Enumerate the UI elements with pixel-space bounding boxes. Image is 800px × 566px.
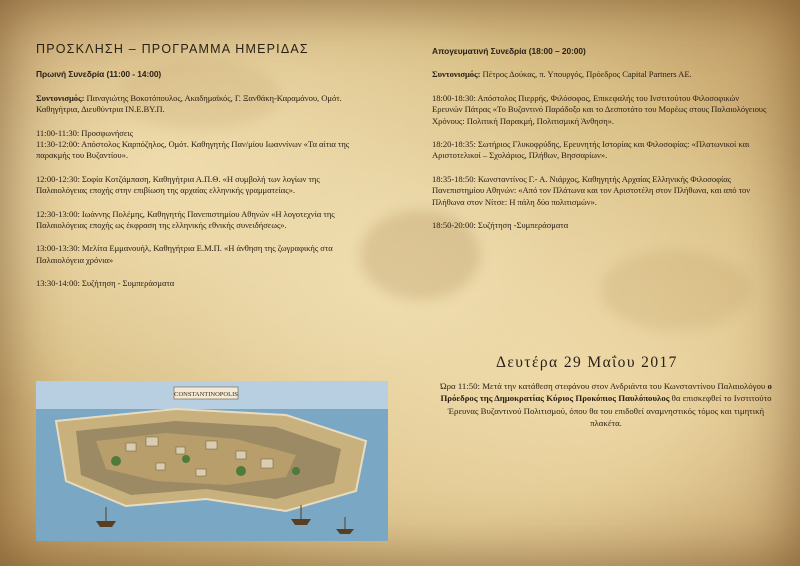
- coordination-text: Πέτρος Δούκας, π. Υπουργός, Πρόεδρος Capital Partners AE.: [482, 69, 692, 80]
- program-item: 12:30-13:00: Ιωάννης Πολέμης, Καθηγητής Πανεπιστημίου Αθηνών «Η λογοτεχνία της Παλαιολόγειας εποχής ως έκφραση της ελληνικής εθνικής συνειδήσεως».: [36, 208, 335, 231]
- program-item: 12:00-12:30: Σοφία Κοτζάμπαση, Καθηγήτρια Α.Π.Θ. «Η συμβολή των λογίων της Παλαιολόγειας εποχής στην επιβίωση της αρχαίας ελληνικής γραμματείας».: [36, 173, 320, 196]
- note-text: Ώρα 11:50: Μετά την κατάθεση στεφάνου στον Ανδριάντα του Κωνσταντίνου Παλαιολόγου: [440, 381, 768, 391]
- constantinople-map-illustration: [36, 381, 388, 541]
- program-item: 18:20-18:35: Σωτήριος Γλυκοφρύδης, Ερευνητής Ιστορίας και Φιλοσοφίας: «Πλατωνικοί και Αριστοτελικοί – Σχολάριος, Πλήθων, Βησσαρίων».: [432, 139, 750, 161]
- program-item: 18:35-18:50: Κωνσταντίνος Γ.- Α. Νιάρχος, Καθηγητής Αρχαίας Ελληνικής Φιλοσοφίας Πανεπιστημίου Αθηνών: «Από τον Πλάτωνα και τον Αριστοτέλη στον Πλήθωνα, και από τον Πλήθωνα στον Νίτσε: Η πάλη δύο πολιτισμών».: [432, 173, 751, 207]
- morning-coordination: [36, 93, 366, 116]
- morning-column: [36, 44, 366, 302]
- program-item: 13:30-14:00: Συζήτηση - Συμπεράσματα: [36, 278, 175, 289]
- paper-stain: [600, 250, 750, 330]
- page-title: ΠΡΟΣΚΛΗΣΗ – ΠΡΟΓΡΑΜΜΑ ΗΜΕΡΙΔΑΣ: [36, 42, 309, 56]
- program-item: 18:00-18:30: Απόστολος Πιερρής, Φιλόσοφος, Επικεφαλής του Ινστιτούτου Φιλοσοφικών Ερευνών Πάτρας «Το Βυζαντινό Παράδοξο και το Δεσποτάτο του Μορέως στους Παλαιολόγειους Χρόνους: Πολιτική Παρακμή, Πολιτισμική Άνθηση».: [432, 92, 767, 126]
- program-item: 18:50-20:00: Συζήτηση -Συμπεράσματα: [432, 220, 569, 231]
- afternoon-coordination: [432, 69, 767, 80]
- coordination-label: Συντονισμός:: [36, 92, 85, 103]
- program-item: [36, 128, 366, 162]
- map-label: CONSTANTINOPOLIS: [174, 391, 238, 398]
- program-item: 13:00-13:30: Μελίτα Εμμανουήλ, Καθηγήτρια Ε.Μ.Π. «Η άνθηση της ζωγραφικής στα Παλαιολόγεια χρόνια»: [36, 243, 333, 265]
- afternoon-column: [432, 46, 767, 243]
- coordination-text: Παναγιώτης Βοκοτόπουλος, Ακαδημαϊκός, Γ. Ξανθάκη-Καραμάνου, Ομότ. Καθηγήτρια, Διευθύντρια ΙΝ.Ε.ΒΥ.Π.: [36, 92, 342, 115]
- program-line: 11:00-11:30: Προσφωνήσεις: [36, 127, 134, 138]
- note-highlight: ο Πρόεδρος της Δημοκρατίας Κύριος Προκόπιος Παυλόπουλος: [440, 381, 772, 404]
- morning-session-title: Πρωινή Συνεδρία (11:00 - 14:00): [36, 69, 162, 80]
- note-text: θα επισκεφθεί το Ινστιτούτο Έρευνας Βυζαντινού Πολιτισμού, όπου θα του επιδοθεί αναμνηστικός τόμος και τιμητική πλακέτα.: [447, 393, 772, 429]
- coordination-label: Συντονισμός:: [432, 69, 481, 80]
- program-line: 11:30-12:00: Απόστολος Καρπόζηλος, Ομότ. Καθηγητής Παν/μίου Ιωαννίνων «Τα αίτια της παρακμής του Βυζαντίου».: [36, 139, 350, 161]
- event-date: Δευτέρα 29 Μαΐου 2017: [496, 354, 678, 371]
- afternoon-session-title: Απογευματινή Συνεδρία (18:00 – 20:00): [432, 46, 586, 56]
- president-visit-note: [436, 380, 776, 430]
